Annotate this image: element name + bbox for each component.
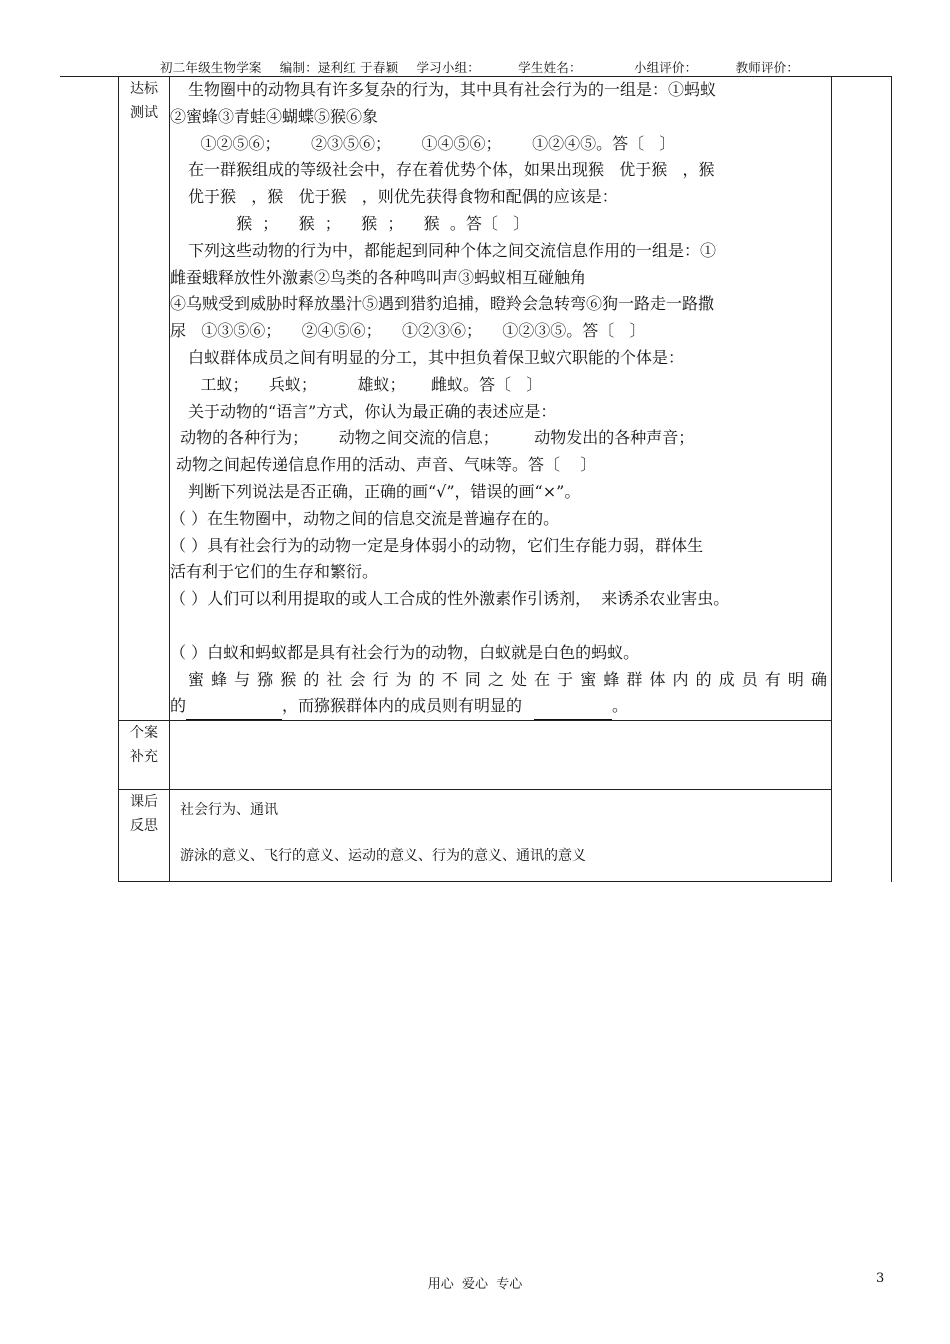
supplement-label [119, 721, 170, 790]
test-line: 蜜蜂与猕猴的社会行为的不同之处在于蜜蜂群体内的成员有明确 [188, 669, 831, 689]
supplement-label-text: 个案补充 [130, 725, 158, 766]
reflection-label-text: 课后反思 [130, 794, 158, 835]
reflection-content [170, 790, 832, 882]
test-content [170, 77, 832, 721]
header-group-eval: 小组评价： [633, 60, 698, 75]
test-line: 优于猴 ，猴 优于猴 ，则优先获得食物和配偶的应该是： [188, 187, 618, 207]
test-line: 动物之间起传递信息作用的活动、声音、气味等。答〔 〕 [176, 455, 597, 475]
test-label [119, 77, 170, 721]
test-line: ④乌贼受到威胁时释放墨汁⑤遇到猎豹追捕，瞪羚会急转弯⑥狗一路走一路撒 [170, 294, 715, 314]
test-line: 生物圈中的动物具有许多复杂的行为，其中具有社会行为的一组是：①蚂蚁 [188, 80, 717, 99]
test-line: （ ）白蚁和蚂蚁都是具有社会行为的动物，白蚁就是白色的蚂蚁。 [170, 642, 640, 662]
page-header [160, 58, 813, 76]
right-margin-rule [891, 76, 892, 882]
footer-motto: 用心 爱心 专心 [427, 1277, 523, 1292]
fill-in-middle: ，而猕猴群体内的成员则有明显的 [282, 696, 523, 716]
test-line: （ ）人们可以利用提取的或人工合成的性外激素作引诱剂， 来诱杀农业害虫。 [170, 589, 730, 609]
answer-blank-1[interactable] [186, 701, 282, 720]
test-line: ②蜜蜂③青蛙④蝴蝶⑤猴⑥象 [170, 106, 379, 126]
test-line: 动物的各种行为； 动物之间交流的信息； 动物发出的各种声音； [170, 428, 695, 448]
test-line: 在一群猴组成的等级社会中，存在着优势个体，如果出现猴 优于猴 ，猴 [188, 160, 715, 180]
test-line-empty [170, 613, 831, 640]
worksheet-table [118, 76, 832, 882]
header-student: 学生姓名： [518, 60, 582, 75]
reflection-label [119, 790, 170, 882]
test-line: （ ）具有社会行为的动物一定是身体弱小的动物，它们生存能力弱，群体生 [170, 535, 704, 555]
fill-in-prefix: 的 [170, 696, 187, 716]
fill-in-suffix: 。 [612, 696, 629, 716]
header-teacher-eval: 教师评价： [735, 60, 800, 75]
fill-in-line [170, 693, 831, 720]
test-line: 活有利于它们的生存和繁衍。 [170, 562, 379, 582]
test-line: 下列这些动物的行为中，都能起到同种个体之间交流信息作用的一组是：① [188, 240, 717, 260]
test-line: 雌蚕蛾释放性外激素②鸟类的各种鸣叫声③蚂蚁相互碰触角 [170, 267, 587, 287]
reflection-line-2: 游泳的意义、飞行的意义、运动的意义、行为的意义、通讯的意义 [180, 848, 586, 865]
header-editors: 编制：逯利红 于春颖 [279, 60, 399, 75]
test-line: 尿 ①③⑤⑥； ②④⑤⑥； ①②③⑥； ①②③⑤。答〔 〕 [170, 321, 646, 341]
test-line: 关于动物的“语言”方式，你认为最正确的表述应是： [188, 401, 557, 421]
test-line: （ ）在生物圈中，动物之间的信息交流是普遍存在的。 [170, 508, 560, 528]
answer-blank-2[interactable] [534, 701, 612, 720]
test-line: ①②⑤⑥； ②③⑤⑥； ①④⑤⑥； ①②④⑤。答〔 〕 [170, 133, 676, 153]
supplement-content[interactable] [170, 721, 832, 790]
test-line: 猴 ； 猴 ； 猴 ； 猴 。答〔 〕 [170, 213, 530, 233]
test-line: 白蚁群体成员之间有明显的分工，其中担负着保卫蚁穴职能的个体是： [188, 347, 685, 367]
header-group: 学习小组： [416, 60, 480, 75]
page-number: 3 [876, 1271, 885, 1286]
test-line: 判断下列说法是否正确，正确的画“√”，错误的画“×”。 [188, 481, 581, 501]
reflection-line-1: 社会行为、通讯 [180, 802, 278, 819]
header-grade: 初二年级生物学案 [160, 60, 262, 75]
test-line: 工蚁； 兵蚁； 雄蚁； 雌蚁。答〔 〕 [170, 374, 543, 394]
test-label-text: 达标测试 [130, 81, 158, 121]
